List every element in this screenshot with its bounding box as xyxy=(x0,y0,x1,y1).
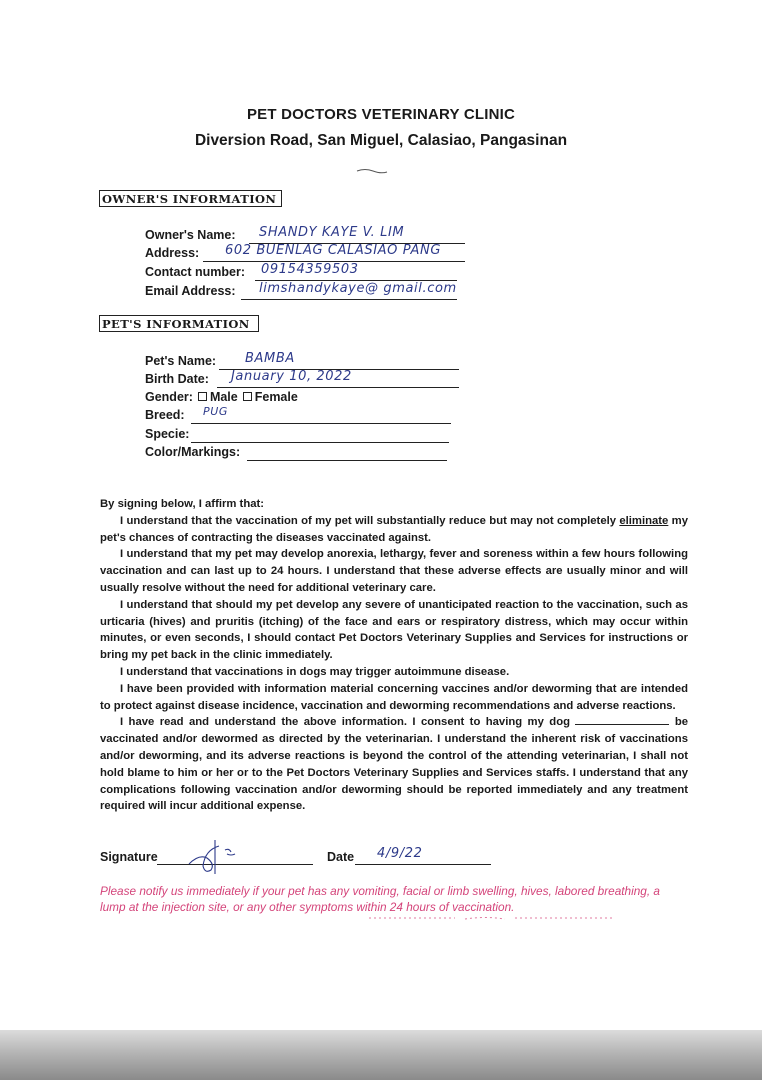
vaccination-notice: Please notify us immediately if your pet has any vomiting, facial or limb swelling, hives, labored breathing, a lump at the injection site, or any other symptoms within 24 hours of vaccination. xyxy=(100,884,660,914)
color-markings-line xyxy=(247,460,447,461)
gender-male-label: Male xyxy=(209,390,238,404)
gender-field xyxy=(145,390,345,408)
specie-field[interactable] xyxy=(145,427,449,445)
specie-line xyxy=(191,442,449,443)
gender-female-checkbox[interactable] xyxy=(243,392,252,401)
owner-name-label: Owner's Name: xyxy=(145,228,236,242)
pet-name-value: BAMBA xyxy=(245,351,295,366)
owner-address-value: 602 BUENLAG CALASIAO PANG xyxy=(225,243,441,258)
affirmation-paragraph-1: I understand that the vaccination of my pet will substantially reduce but may not completely eliminate my pet's chances of contracting the diseases vaccinated against. xyxy=(100,514,688,544)
owner-contact-label: Contact number: xyxy=(145,265,245,279)
ink-bleed-mark-icon xyxy=(365,911,625,925)
affirmation-text xyxy=(100,496,688,815)
scan-shadow xyxy=(0,1030,762,1080)
color-markings-label: Color/Markings: xyxy=(145,445,241,459)
affirmation-paragraph-3: I understand that should my pet develop any severe of unanticipated reaction to the vaccination, such as urticaria (hives) and pruritis (itching) of the face and ears or respiratory distress, which may occur within minutes, or even seconds, I should contact Pet Doctors Veterinary Supplies and Services for instructions or bring my pet back in the clinic immediately. xyxy=(100,598,688,662)
pet-section-title: PET'S INFORMATION xyxy=(99,315,259,332)
date-line[interactable] xyxy=(355,864,491,865)
date-value: 4/9/22 xyxy=(377,846,423,861)
affirmation-intro: By signing below, I affirm that: xyxy=(100,498,265,510)
birth-date-value: January 10, 2022 xyxy=(231,369,352,384)
affirmation-paragraph-5: I have been provided with information material concerning vaccines and/or deworming that are intended to protect against disease incidence, vaccination and deworming recommendations and adverse reactions. xyxy=(100,682,688,712)
breed-line xyxy=(191,423,451,424)
clinic-address: Diversion Road, San Miguel, Calasiao, Pangasinan xyxy=(194,132,568,149)
gender-label: Gender: xyxy=(145,390,193,404)
breed-label: Breed: xyxy=(145,408,185,422)
owner-address-label: Address: xyxy=(145,246,200,260)
owner-name-value: SHANDY KAYE V. LIM xyxy=(259,225,405,240)
breed-field[interactable] xyxy=(145,405,451,426)
color-markings-field[interactable] xyxy=(145,445,447,463)
breed-value: PUG xyxy=(203,405,229,418)
specie-label: Specie: xyxy=(145,427,190,441)
birth-date-line xyxy=(217,387,459,388)
dog-name-blank[interactable] xyxy=(575,714,669,725)
owner-email-line xyxy=(241,299,457,300)
owner-contact-value: 09154359503 xyxy=(261,262,359,277)
underlined-word: eliminate xyxy=(619,514,669,527)
handwritten-signature-icon xyxy=(185,836,245,876)
pet-name-label: Pet's Name: xyxy=(145,354,217,368)
birth-date-label: Birth Date: xyxy=(145,372,209,386)
affirmation-paragraph-2: I understand that my pet may develop anorexia, lethargy, fever and soreness within a few hours following vaccination and can last up to 24 hours. I understand that these adverse effects are usually minor and will usually resolve without the need for additional veterinary care. xyxy=(100,548,688,594)
signature-label: Signature xyxy=(100,850,158,864)
owner-email-field[interactable] xyxy=(145,281,485,302)
affirmation-paragraph-6: I have read and understand the above information. I consent to having my dog be vaccinated and/or dewormed as directed by the veterinarian. I understand the inherent risk of vaccinations and/or deworming, and its adverse reactions is beyond the control of the attending veterinarian, I shall not hold blame to him or her or to the Pet Doctors Veterinary Supplies and Services staffs. I understand that any complications following vaccination and/or deworming should be reported immediately and any treatment required will incur additional expense. xyxy=(100,716,688,813)
gender-female-label: Female xyxy=(254,390,298,404)
gender-male-checkbox[interactable] xyxy=(198,392,207,401)
owner-section-title: OWNER'S INFORMATION xyxy=(99,190,282,207)
date-label: Date xyxy=(327,850,355,864)
owner-email-label: Email Address: xyxy=(145,284,236,298)
birth-date-field[interactable] xyxy=(145,369,459,390)
affirmation-paragraph-4: I understand that vaccinations in dogs may trigger autoimmune disease. xyxy=(120,665,510,678)
clinic-name: PET DOCTORS VETERINARY CLINIC xyxy=(246,106,516,123)
pen-mark-icon xyxy=(355,163,389,175)
owner-email-value: limshandykaye@ gmail.com xyxy=(259,281,457,296)
